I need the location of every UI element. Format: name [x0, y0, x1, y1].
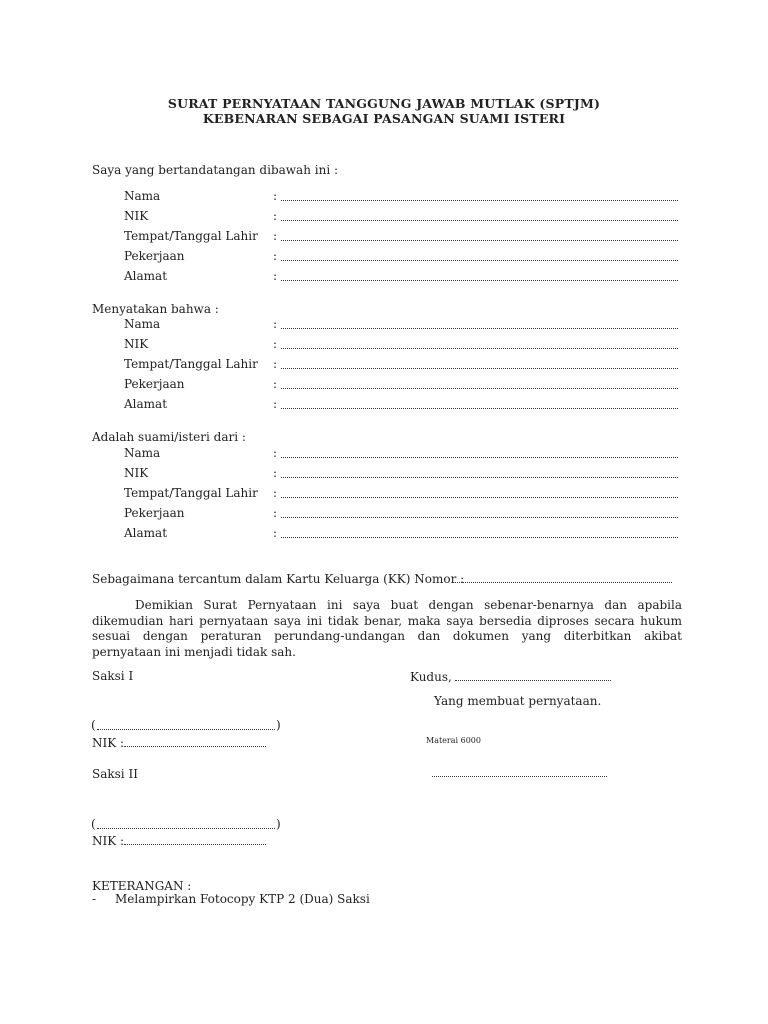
section1-heading: Saya yang bertandatangan dibawah ini : — [92, 163, 339, 177]
field-label: NIK — [124, 337, 149, 351]
field-colon: : — [273, 466, 278, 480]
field-colon: : — [273, 189, 278, 203]
field-label: Nama — [124, 189, 161, 203]
field-row-nik — [124, 466, 684, 482]
kk-number-label: Sebagaimana tercantum dalam Kartu Keluarga (KK) Nomor : — [92, 572, 465, 586]
section3-heading: Adalah suami/isteri dari : — [92, 430, 246, 444]
field-label: Tempat/Tanggal Lahir — [124, 357, 258, 371]
field-row-nama — [124, 446, 684, 462]
field-colon: : — [273, 446, 278, 460]
field-row-ttl — [124, 486, 684, 502]
field-row-alamat — [124, 269, 684, 285]
field-label: Alamat — [124, 269, 168, 283]
field-blank[interactable] — [281, 497, 678, 498]
field-colon: : — [273, 269, 278, 283]
field-label: Nama — [124, 317, 161, 331]
witness1-nik-blank[interactable] — [124, 746, 266, 747]
field-row-alamat — [124, 526, 684, 542]
field-label: Pekerjaan — [124, 377, 185, 391]
field-colon: : — [273, 209, 278, 223]
field-blank[interactable] — [281, 220, 678, 221]
field-colon: : — [273, 317, 278, 331]
field-row-nama — [124, 189, 684, 205]
field-blank[interactable] — [281, 280, 678, 281]
witness1-label: Saksi I — [92, 669, 134, 683]
stamp-label: Materai 6000 — [426, 736, 481, 745]
witness1-nik-label: NIK : — [92, 736, 125, 750]
maker-signature-blank[interactable] — [432, 776, 607, 777]
field-colon: : — [273, 486, 278, 500]
field-colon: : — [273, 526, 278, 540]
date-blank[interactable] — [455, 680, 611, 681]
notes-bullet: - — [92, 892, 97, 906]
field-colon: : — [273, 229, 278, 243]
field-label: Pekerjaan — [124, 506, 185, 520]
field-label: Nama — [124, 446, 161, 460]
close-paren: ) — [276, 817, 281, 831]
field-label: Tempat/Tanggal Lahir — [124, 486, 258, 500]
place-label: Kudus, — [410, 670, 452, 684]
field-colon: : — [273, 357, 278, 371]
notes-heading: KETERANGAN : — [92, 879, 192, 893]
field-row-alamat — [124, 397, 684, 413]
field-row-pekerjaan — [124, 506, 684, 522]
field-row-ttl — [124, 229, 684, 245]
field-label: Pekerjaan — [124, 249, 185, 263]
field-label: NIK — [124, 466, 149, 480]
witness2-label: Saksi II — [92, 767, 138, 781]
field-colon: : — [273, 337, 278, 351]
witness1-name-blank[interactable] — [97, 729, 275, 730]
field-blank[interactable] — [281, 348, 678, 349]
witness2-nik-label: NIK : — [92, 834, 125, 848]
field-label: Alamat — [124, 526, 168, 540]
field-row-pekerjaan — [124, 249, 684, 265]
field-row-nik — [124, 337, 684, 353]
field-blank[interactable] — [281, 457, 678, 458]
witness2-name-blank[interactable] — [97, 828, 275, 829]
field-blank[interactable] — [281, 368, 678, 369]
field-row-ttl — [124, 357, 684, 373]
section2-heading: Menyatakan bahwa : — [92, 302, 219, 316]
kk-number-blank[interactable] — [452, 582, 672, 583]
field-row-nama — [124, 317, 684, 333]
open-paren: ( — [91, 817, 96, 831]
document-title-line2: KEBENARAN SEBAGAI PASANGAN SUAMI ISTERI — [202, 111, 566, 126]
field-colon: : — [273, 506, 278, 520]
field-colon: : — [273, 397, 278, 411]
field-blank[interactable] — [281, 240, 678, 241]
witness2-nik-blank[interactable] — [124, 844, 266, 845]
statement-paragraph: Demikian Surat Pernyataan ini saya buat dengan sebenar-benarnya dan apabila dikemudian hari pernyataan saya ini tidak benar, maka saya bersedia diproses secara hukum sesuai dengan peraturan perundang-undangan dan dokumen yang diterbitkan akibat pernyataan ini menjadi tidak sah. — [92, 598, 682, 659]
field-blank[interactable] — [281, 408, 678, 409]
field-row-pekerjaan — [124, 377, 684, 393]
field-blank[interactable] — [281, 517, 678, 518]
close-paren: ) — [276, 718, 281, 732]
field-colon: : — [273, 377, 278, 391]
field-blank[interactable] — [281, 537, 678, 538]
field-blank[interactable] — [281, 388, 678, 389]
maker-label: Yang membuat pernyataan. — [434, 694, 602, 708]
field-blank[interactable] — [281, 260, 678, 261]
field-colon: : — [273, 249, 278, 263]
field-blank[interactable] — [281, 328, 678, 329]
notes-item: Melampirkan Fotocopy KTP 2 (Dua) Saksi — [115, 892, 370, 906]
field-row-nik — [124, 209, 684, 225]
field-blank[interactable] — [281, 477, 678, 478]
field-blank[interactable] — [281, 200, 678, 201]
field-label: Alamat — [124, 397, 168, 411]
field-label: Tempat/Tanggal Lahir — [124, 229, 258, 243]
field-label: NIK — [124, 209, 149, 223]
open-paren: ( — [91, 718, 96, 732]
document-title-line1: SURAT PERNYATAAN TANGGUNG JAWAB MUTLAK (SPTJM) — [167, 96, 601, 111]
